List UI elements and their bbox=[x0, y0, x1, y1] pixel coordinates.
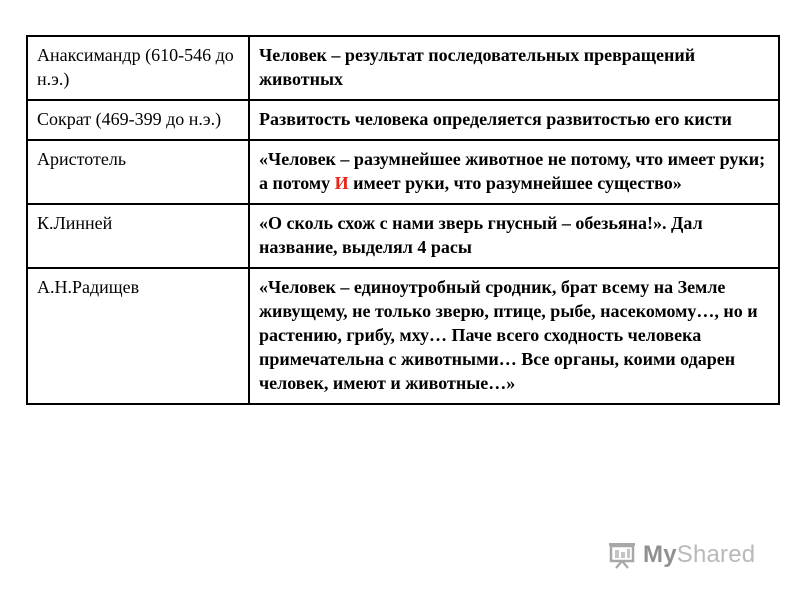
table-row bbox=[27, 204, 779, 268]
person-cell: А.Н.Радищев bbox=[27, 268, 249, 404]
person-cell: К.Линней bbox=[27, 204, 249, 268]
view-text-before: «Человек – разумнейшее животное не потому, что имеет руки; а потому bbox=[259, 149, 766, 193]
comparison-table-container bbox=[26, 35, 778, 405]
watermark-brand-prefix: My bbox=[643, 541, 677, 568]
person-cell: Анаксимандр (610-546 до н.э.) bbox=[27, 36, 249, 100]
table-row bbox=[27, 100, 779, 140]
watermark-brand-suffix: Shared bbox=[676, 541, 756, 568]
view-cell: Человек – результат последовательных превращений животных bbox=[249, 36, 779, 100]
person-cell: Аристотель bbox=[27, 140, 249, 204]
view-cell: Развитость человека определяется развитостью его кисти bbox=[249, 100, 779, 140]
person-cell: Сократ (469-399 до н.э.) bbox=[27, 100, 249, 140]
myshared-watermark bbox=[607, 538, 755, 572]
view-text-after: имеет руки, что разумнейшее существо» bbox=[348, 173, 682, 193]
projector-screen-icon bbox=[607, 540, 637, 570]
table-row bbox=[27, 36, 779, 100]
comparison-table bbox=[26, 35, 780, 405]
view-cell: «О сколь схож с нами зверь гнусный – обезьяна!». Дал название, выделял 4 расы bbox=[249, 204, 779, 268]
table-row bbox=[27, 140, 779, 204]
view-accent-letter: И bbox=[334, 173, 349, 193]
view-cell: «Человек – единоутробный сродник, брат всему на Земле живущему, не только зверю, птице, рыбе, насекомому…, но и растению, грибу, мху… Паче всего сходность человека примечательна с животными… Все органы, коими одарен человек, имеют и животные…» bbox=[249, 268, 779, 404]
watermark-text bbox=[643, 541, 755, 569]
view-cell bbox=[249, 140, 779, 204]
table-row bbox=[27, 268, 779, 404]
